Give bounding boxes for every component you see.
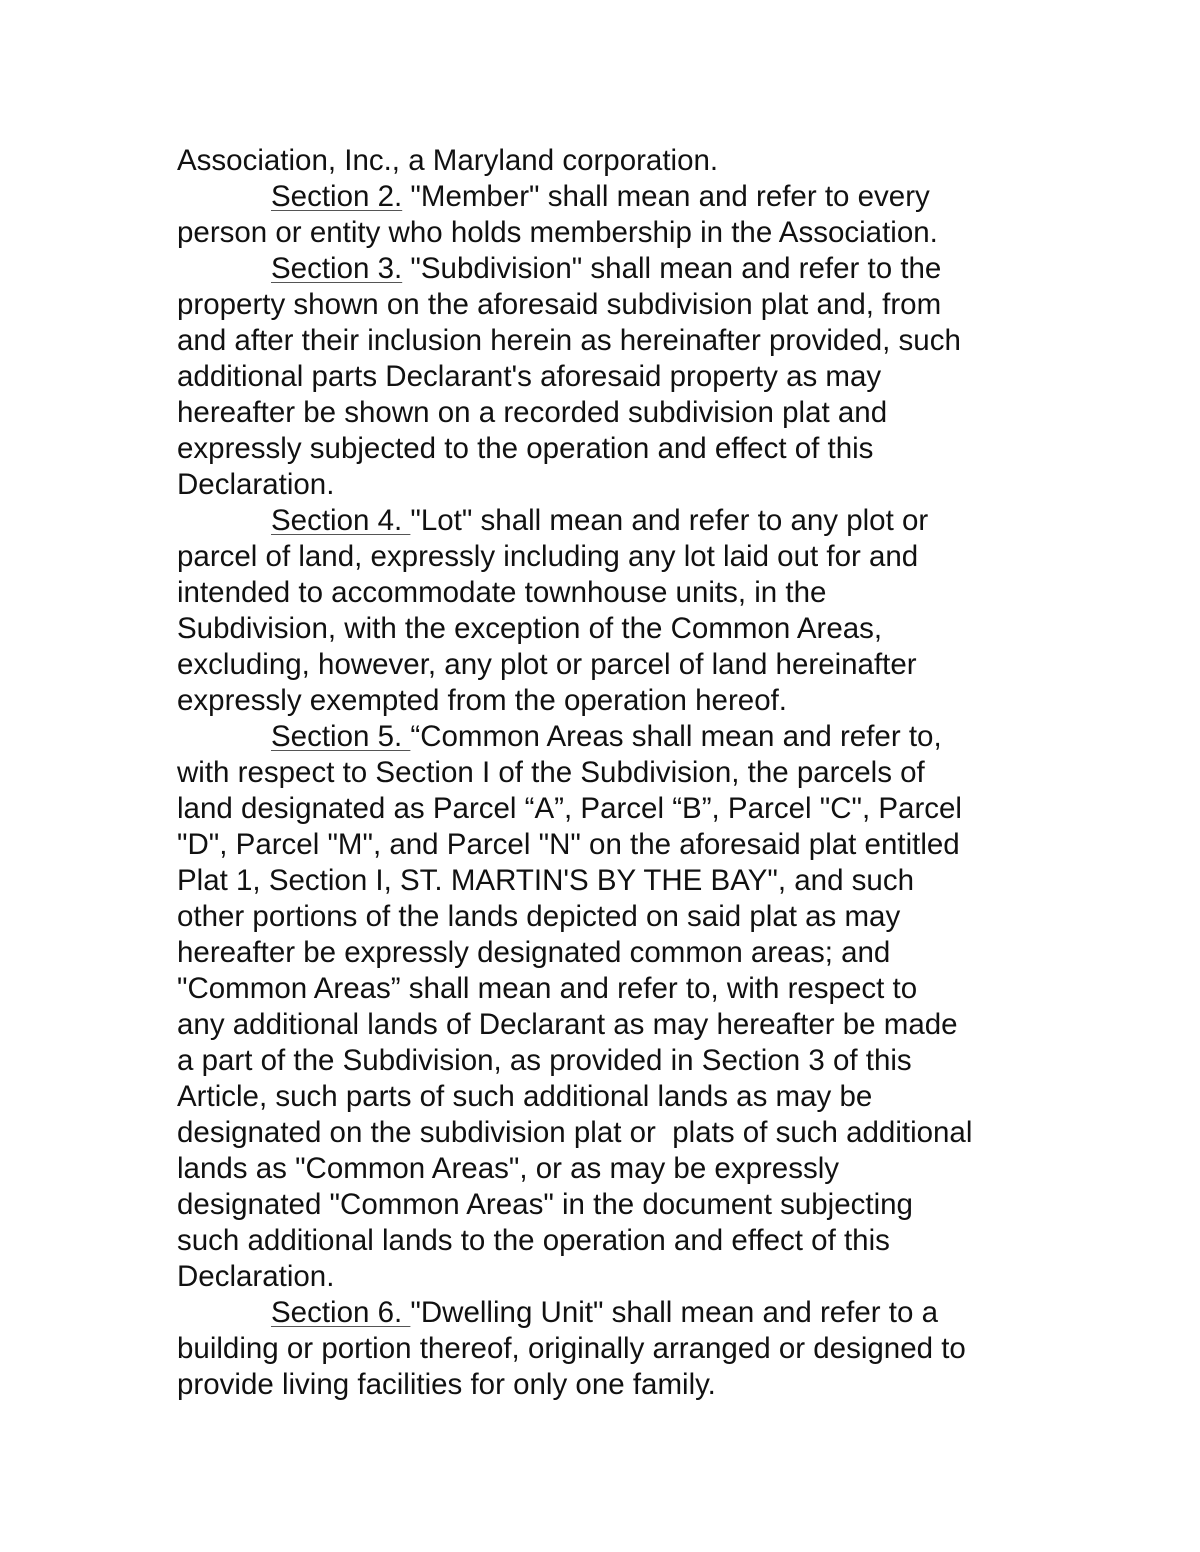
section-6-heading: Section 6. — [271, 1296, 411, 1329]
text-line: and after their inclusion herein as hereinafter provided, such — [177, 324, 961, 357]
text-line: designated "Common Areas" in the document subjecting — [177, 1188, 913, 1221]
text-line: Subdivision, with the exception of the Common Areas, — [177, 612, 883, 645]
text-line: "Lot" shall mean and refer to any plot or — [410, 504, 929, 537]
text-line: person or entity who holds membership in the Association. — [177, 216, 938, 249]
text-line: land designated as Parcel “A”, Parcel “B”, Parcel "C", Parcel — [177, 792, 962, 825]
text-line: "Member" shall mean and refer to every — [402, 180, 930, 213]
text-line: with respect to Section I of the Subdivision, the parcels of — [177, 756, 925, 789]
text-line: building or portion thereof, originally arranged or designed to — [177, 1332, 966, 1365]
text-line: additional parts Declarant's aforesaid property as may — [177, 360, 882, 393]
text-line: expressly subjected to the operation and effect of this — [177, 432, 874, 465]
text-line: other portions of the lands depicted on said plat as may — [177, 900, 901, 933]
section-2-first-line — [177, 179, 1037, 215]
section-2-heading: Section 2. — [271, 180, 403, 213]
text-line: "D", Parcel "M", and Parcel "N" on the aforesaid plat entitled — [177, 828, 960, 861]
text-line: expressly exempted from the operation hereof. — [177, 684, 787, 717]
section-4-heading: Section 4. — [271, 504, 411, 537]
text-line: "Subdivision" shall mean and refer to the — [402, 252, 942, 285]
text-line: parcel of land, expressly including any lot laid out for and — [177, 540, 919, 573]
text-line: provide living facilities for only one family. — [177, 1368, 716, 1401]
text-line: “Common Areas shall mean and refer to, — [410, 720, 942, 753]
text-line: "Common Areas” shall mean and refer to, with respect to — [177, 972, 918, 1005]
text-line: a part of the Subdivision, as provided in Section 3 of this — [177, 1044, 912, 1077]
section-5-paragraph — [177, 719, 1037, 1295]
text-line: designated on the subdivision plat or plats of such additional — [177, 1116, 973, 1149]
text-line: Article, such parts of such additional lands as may be — [177, 1080, 873, 1113]
text-line: Declaration. — [177, 1260, 335, 1293]
text-line: any additional lands of Declarant as may hereafter be made — [177, 1008, 958, 1041]
text-line: excluding, however, any plot or parcel of land hereinafter — [177, 648, 917, 681]
section-6-first-line — [177, 1295, 1037, 1331]
section-6-paragraph — [177, 1295, 1037, 1403]
section-3-first-line — [177, 251, 1037, 287]
text-line: Declaration. — [177, 468, 335, 501]
text-line: Plat 1, Section I, ST. MARTIN'S BY THE BAY", and such — [177, 864, 914, 897]
section-2-paragraph — [177, 179, 1037, 251]
section-3-paragraph — [177, 251, 1037, 503]
text-line: hereafter be shown on a recorded subdivision plat and — [177, 396, 888, 429]
section-3-heading: Section 3. — [271, 252, 403, 285]
text-line: intended to accommodate townhouse units, in the — [177, 576, 827, 609]
section-4-paragraph — [177, 503, 1037, 719]
paragraph-continuation — [177, 143, 1037, 179]
text-line: "Dwelling Unit" shall mean and refer to a — [410, 1296, 939, 1329]
text-line: lands as "Common Areas", or as may be expressly — [177, 1152, 840, 1185]
text-line: Association, Inc., a Maryland corporation. — [177, 144, 719, 177]
section-5-heading: Section 5. — [271, 720, 411, 753]
text-line: hereafter be expressly designated common areas; and — [177, 936, 891, 969]
text-line: such additional lands to the operation and effect of this — [177, 1224, 890, 1257]
text-line: property shown on the aforesaid subdivision plat and, from — [177, 288, 942, 321]
section-4-first-line — [177, 503, 1037, 539]
document-page — [177, 143, 1037, 1403]
section-5-first-line — [177, 719, 1037, 755]
